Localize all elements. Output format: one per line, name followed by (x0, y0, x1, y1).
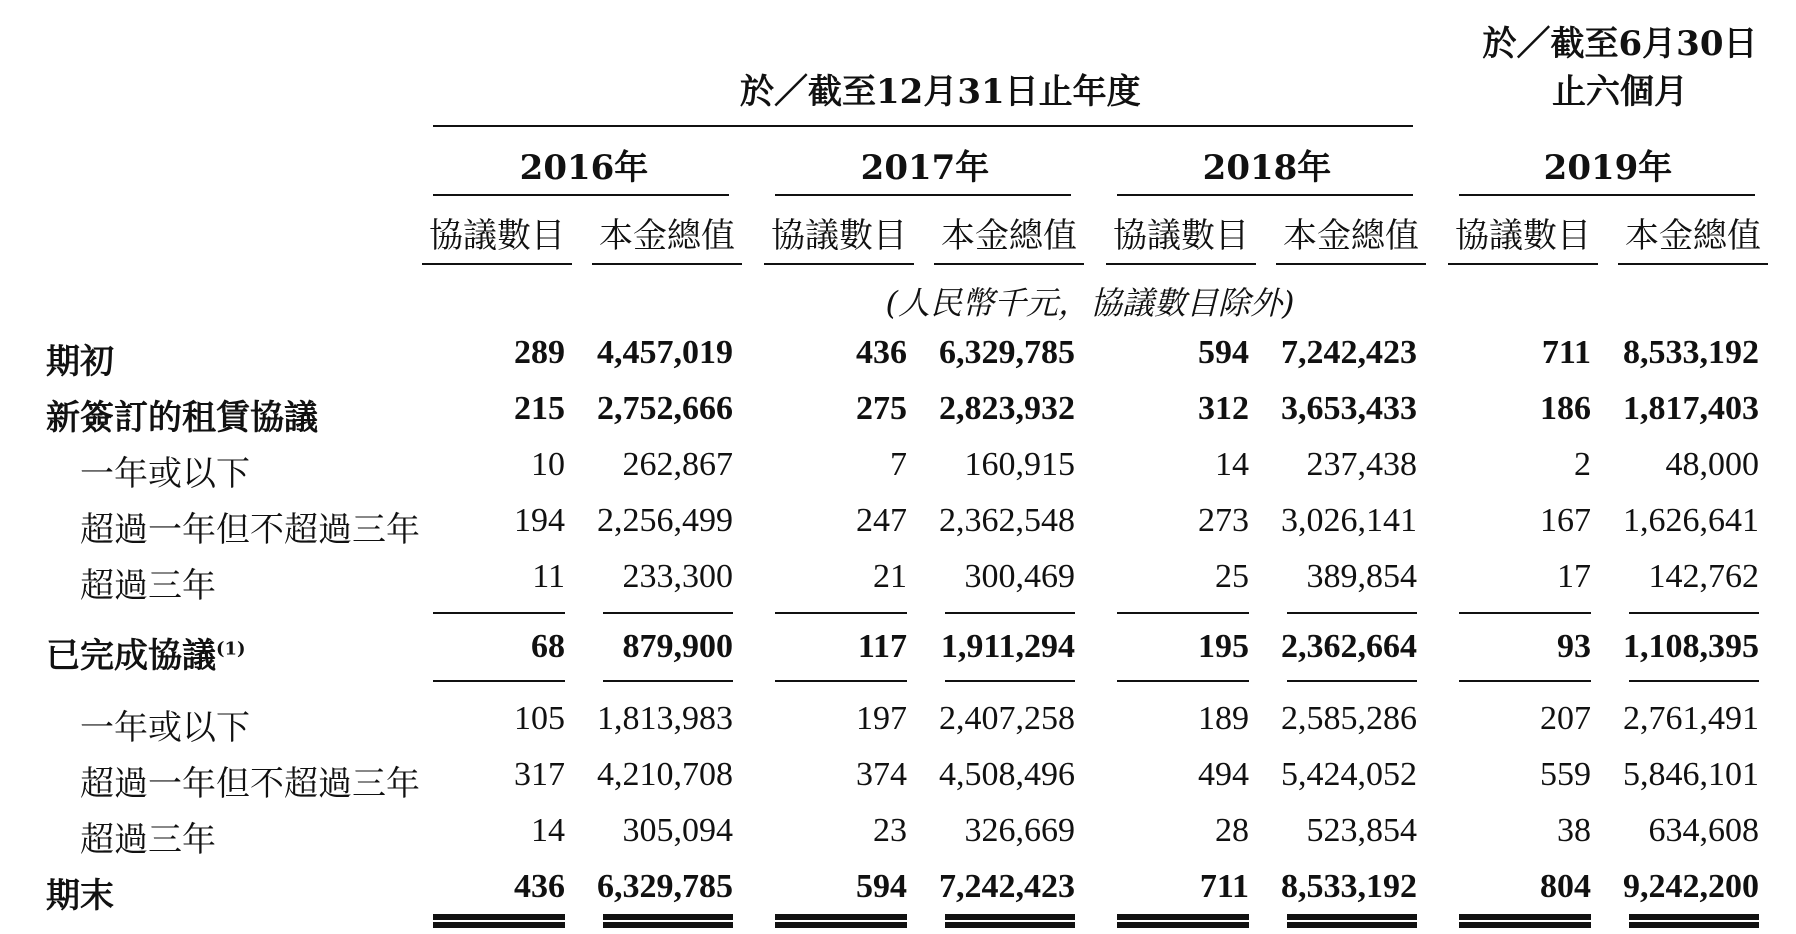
subtotal-rule (433, 612, 565, 614)
table-cell: 21 (873, 558, 907, 595)
table-cell: 215 (514, 390, 565, 427)
subtotal-rule (1117, 612, 1249, 614)
year-2016: 2016年 (519, 148, 649, 188)
table-cell: 10 (531, 446, 565, 483)
table-cell: 2,585,286 (1281, 700, 1417, 737)
row-label (80, 558, 216, 607)
table-cell: 2,362,664 (1281, 628, 1417, 665)
table-cell: 300,469 (964, 558, 1075, 595)
subtotal-rule (1117, 680, 1249, 682)
subtotal-rule (775, 612, 907, 614)
table-cell: 5,846,101 (1623, 756, 1759, 793)
table-cell: 1,626,641 (1623, 502, 1759, 539)
row-label-text: 已完成協議 (46, 636, 216, 676)
total-double-rule (1459, 914, 1591, 928)
row-label-text: 超過三年 (80, 566, 216, 606)
table-cell: 594 (856, 868, 907, 905)
table-cell: 4,457,019 (597, 334, 733, 371)
table-cell: 494 (1198, 756, 1249, 793)
row-label (46, 390, 318, 439)
col-count-2018: 協議數目 (1113, 216, 1249, 256)
table-cell: 326,669 (964, 812, 1075, 849)
subtotal-rule (603, 612, 733, 614)
table-cell: 195 (1198, 628, 1249, 665)
subtotal-rule (1287, 612, 1417, 614)
table-cell: 4,508,496 (939, 756, 1075, 793)
total-double-rule (1117, 914, 1249, 928)
table-cell: 559 (1540, 756, 1591, 793)
col-value-2019: 本金總值 (1625, 216, 1761, 256)
col-value-2016: 本金總值 (599, 216, 735, 256)
table-cell: 262,867 (622, 446, 733, 483)
h1-period-header-line2: 止六個月 (1552, 72, 1688, 112)
colh-rule (422, 263, 572, 265)
subtotal-rule (775, 680, 907, 682)
total-double-rule (1287, 914, 1417, 928)
row-label-text: 新簽訂的租賃協議 (46, 398, 318, 438)
table-cell: 5,424,052 (1281, 756, 1417, 793)
year-2019: 2019年 (1543, 148, 1673, 188)
year-2017: 2017年 (860, 148, 990, 188)
col-value-2017: 本金總值 (941, 216, 1077, 256)
colh-rule (764, 263, 914, 265)
row-label-text: 超過一年但不超過三年 (80, 510, 420, 550)
table-cell: 711 (1541, 334, 1591, 371)
table-cell: 4,210,708 (597, 756, 733, 793)
subtotal-rule (1459, 612, 1591, 614)
table-cell: 879,900 (622, 628, 733, 665)
row-label (46, 628, 246, 677)
row-label-text: 一年或以下 (80, 708, 250, 748)
table-cell: 93 (1557, 628, 1591, 665)
year-rule-2018 (1117, 194, 1413, 196)
subtotal-rule (433, 680, 565, 682)
table-cell: 28 (1215, 812, 1249, 849)
total-double-rule (433, 914, 565, 928)
row-label-text: 期初 (46, 342, 114, 382)
table-cell: 8,533,192 (1281, 868, 1417, 905)
table-cell: 160,915 (964, 446, 1075, 483)
table-cell: 2,256,499 (597, 502, 733, 539)
table-cell: 25 (1215, 558, 1249, 595)
table-cell: 2,752,666 (597, 390, 733, 427)
row-label-text: 超過三年 (80, 820, 216, 860)
table-cell: 634,608 (1648, 812, 1759, 849)
table-cell: 275 (856, 390, 907, 427)
colh-rule (934, 263, 1084, 265)
fy-period-header: 於／截至12月31日止年度 (740, 72, 1141, 112)
year-2018: 2018年 (1202, 148, 1332, 188)
table-cell: 247 (856, 502, 907, 539)
table-cell: 7,242,423 (1281, 334, 1417, 371)
table-cell: 17 (1557, 558, 1591, 595)
table-cell: 312 (1198, 390, 1249, 427)
row-label-text: 一年或以下 (80, 454, 250, 494)
table-cell: 317 (514, 756, 565, 793)
table-cell: 11 (532, 558, 565, 595)
table-cell: 711 (1199, 868, 1249, 905)
table-cell: 594 (1198, 334, 1249, 371)
row-label-text: 超過一年但不超過三年 (80, 764, 420, 804)
table-cell: 1,911,294 (940, 628, 1075, 665)
table-cell: 1,813,983 (597, 700, 733, 737)
table-cell: 1,817,403 (1623, 390, 1759, 427)
row-label (80, 700, 250, 749)
table-cell: 305,094 (622, 812, 733, 849)
subtotal-rule (945, 612, 1075, 614)
table-cell: 3,653,433 (1281, 390, 1417, 427)
table-cell: 289 (514, 334, 565, 371)
col-count-2016: 協議數目 (429, 216, 565, 256)
table-cell: 207 (1540, 700, 1591, 737)
table-cell: 142,762 (1648, 558, 1759, 595)
unit-note: (人民幣千元，協議數目除外) (885, 284, 1295, 322)
table-cell: 523,854 (1306, 812, 1417, 849)
year-rule-2017 (775, 194, 1071, 196)
table-cell: 48,000 (1665, 446, 1759, 483)
subtotal-rule (945, 680, 1075, 682)
footnote-marker: (1) (216, 638, 246, 660)
table-cell: 9,242,200 (1623, 868, 1759, 905)
table-cell: 23 (873, 812, 907, 849)
table-cell: 2 (1574, 446, 1591, 483)
table-cell: 8,533,192 (1623, 334, 1759, 371)
row-label (80, 446, 250, 495)
row-label (46, 334, 114, 383)
table-cell: 189 (1198, 700, 1249, 737)
year-rule-2019 (1459, 194, 1755, 196)
table-cell: 3,026,141 (1281, 502, 1417, 539)
table-cell: 436 (856, 334, 907, 371)
colh-rule (1448, 263, 1598, 265)
colh-rule (1276, 263, 1426, 265)
subtotal-rule (1629, 680, 1759, 682)
table-cell: 38 (1557, 812, 1591, 849)
table-cell: 6,329,785 (597, 868, 733, 905)
table-cell: 237,438 (1306, 446, 1417, 483)
table-cell: 1,108,395 (1623, 628, 1759, 665)
table-cell: 14 (531, 812, 565, 849)
table-cell: 7,242,423 (939, 868, 1075, 905)
colh-rule (592, 263, 742, 265)
total-double-rule (945, 914, 1075, 928)
total-double-rule (775, 914, 907, 928)
table-cell: 374 (856, 756, 907, 793)
subtotal-rule (1287, 680, 1417, 682)
h1-period-header-line1: 於／截至6月30日 (1482, 24, 1758, 64)
table-cell: 14 (1215, 446, 1249, 483)
colh-rule (1618, 263, 1768, 265)
row-label (80, 812, 216, 861)
table-cell: 273 (1198, 502, 1249, 539)
table-cell: 167 (1540, 502, 1591, 539)
table-cell: 6,329,785 (939, 334, 1075, 371)
table-cell: 186 (1540, 390, 1591, 427)
total-double-rule (603, 914, 733, 928)
table-cell: 197 (856, 700, 907, 737)
table-cell: 2,407,258 (939, 700, 1075, 737)
table-cell: 2,761,491 (1623, 700, 1759, 737)
fy-period-rule (433, 125, 1413, 127)
subtotal-rule (1629, 612, 1759, 614)
year-rule-2016 (433, 194, 729, 196)
table-cell: 436 (514, 868, 565, 905)
table-cell: 2,823,932 (939, 390, 1075, 427)
col-count-2017: 協議數目 (771, 216, 907, 256)
col-count-2019: 協議數目 (1455, 216, 1591, 256)
table-cell: 117 (857, 628, 907, 665)
table-cell: 7 (890, 446, 907, 483)
colh-rule (1106, 263, 1256, 265)
total-double-rule (1629, 914, 1759, 928)
table-cell: 804 (1540, 868, 1591, 905)
col-value-2018: 本金總值 (1283, 216, 1419, 256)
table-cell: 389,854 (1306, 558, 1417, 595)
table-cell: 233,300 (622, 558, 733, 595)
row-label (46, 868, 114, 917)
subtotal-rule (603, 680, 733, 682)
table-cell: 194 (514, 502, 565, 539)
subtotal-rule (1459, 680, 1591, 682)
table-cell: 68 (531, 628, 565, 665)
table-cell: 105 (514, 700, 565, 737)
row-label-text: 期末 (46, 876, 114, 916)
table-cell: 2,362,548 (939, 502, 1075, 539)
